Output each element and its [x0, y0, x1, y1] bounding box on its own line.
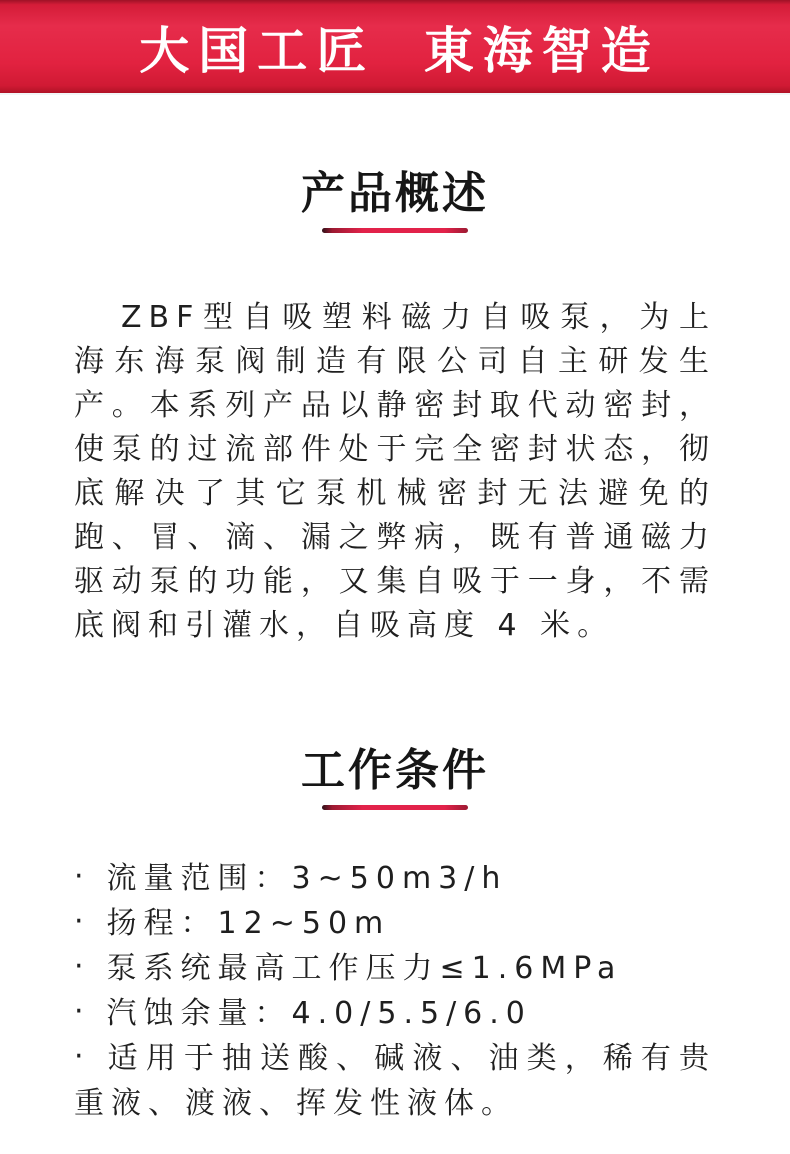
list-item	[74, 991, 716, 1036]
conditions-title-underline	[322, 805, 468, 810]
bullet-icon: ·	[74, 949, 91, 984]
list-item-text: 汽蚀余量：4.0/5.5/6.0	[106, 996, 532, 1031]
list-item-text: 适用于抽送酸、碱液、油类，稀有贵重液、渡液、挥发性液体。	[74, 1041, 716, 1121]
list-item	[74, 856, 716, 901]
section-title-conditions: 工作条件	[301, 745, 489, 796]
list-item-text: 扬程：12~50m	[106, 906, 391, 941]
list-item-text: 流量范围：3~50m3/h	[106, 861, 508, 896]
brand-slogan: 大国工匠 東海智造	[139, 21, 660, 80]
bullet-icon: ·	[74, 994, 91, 1029]
brand-banner	[0, 0, 790, 95]
list-item	[74, 1036, 716, 1126]
list-item-text: 泵系统最高工作压力≤1.6MPa	[106, 951, 623, 986]
list-item	[74, 901, 716, 946]
bullet-icon: ·	[74, 1039, 91, 1074]
section-title-overview: 产品概述	[301, 168, 489, 219]
overview-title-underline	[322, 228, 468, 233]
bullet-icon: ·	[74, 859, 91, 894]
bullet-icon: ·	[74, 904, 91, 939]
overview-paragraph: ZBF型自吸塑料磁力自吸泵，为上海东海泵阀制造有限公司自主研发生产。本系列产品以静密封取代动密封，使泵的过流部件处于完全密封状态，彻底解决了其它泵机械密封无法避免的跑、冒、滴、漏之弊病，既有普通磁力驱动泵的功能，又集自吸于一身，不需底阀和引灌水，自吸高度 4 米。	[74, 300, 716, 643]
conditions-list	[74, 856, 716, 1126]
list-item	[74, 946, 716, 991]
